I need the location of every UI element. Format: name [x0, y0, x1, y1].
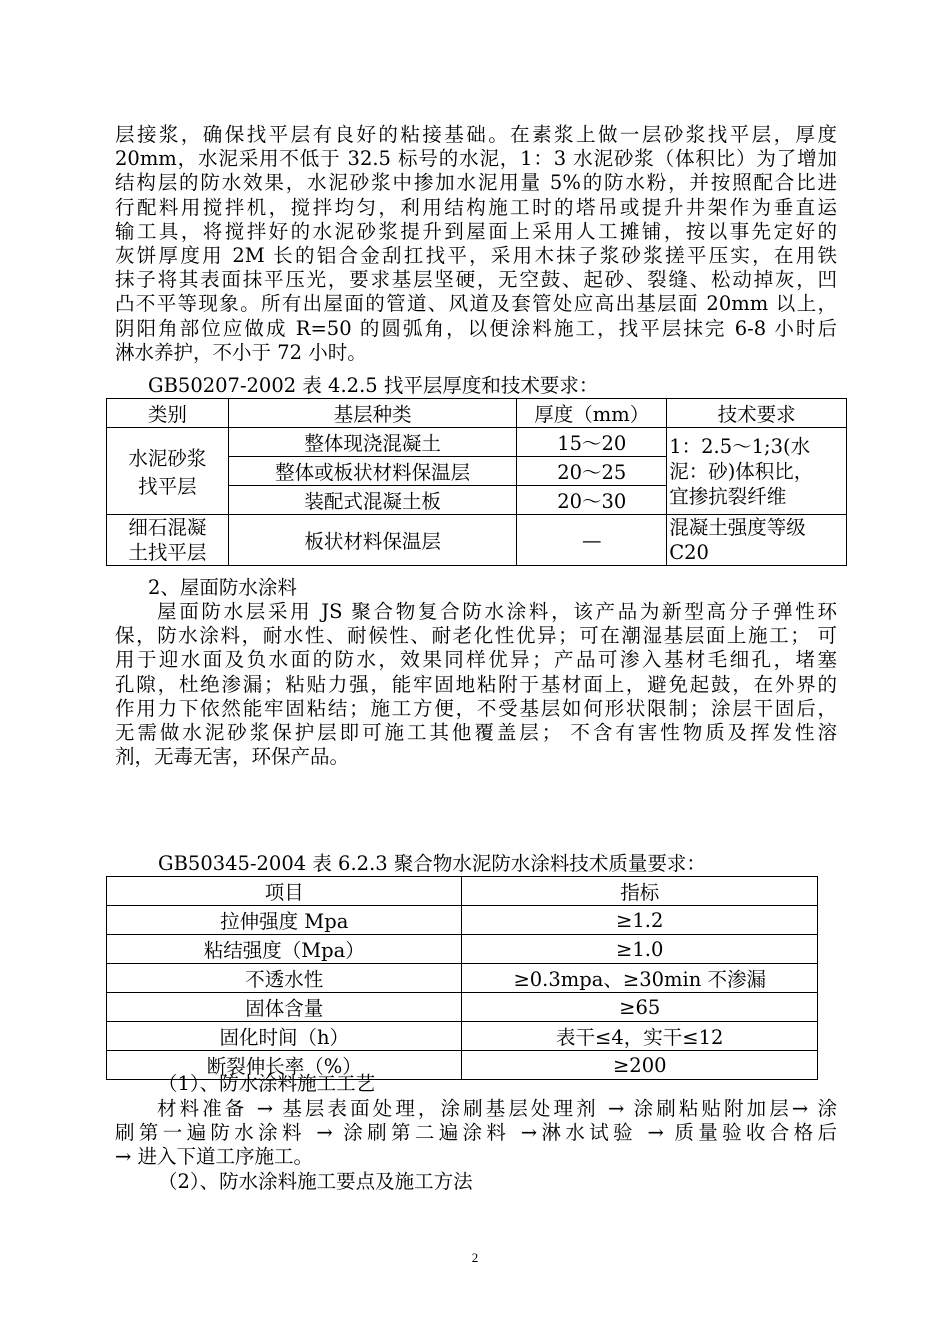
text-line: 刷第一遍防水涂料 → 涂刷第二遍涂料 →淋水试验 → 质量验收合格后 [115, 1121, 837, 1145]
value-cell: ≥1.2 [462, 906, 818, 935]
base-type-cell: 整体现浇混凝土 [228, 428, 517, 457]
value-cell: ≥200 [462, 1051, 818, 1080]
item-cell: 断裂伸长率（%） [107, 1051, 462, 1080]
text-line: 作用力下依然能牢固粘结；施工方便，不受基层如何形状限制；涂层干固后， [115, 696, 837, 720]
category-cell: 水泥砂浆 找平层 [107, 428, 229, 515]
item-cell: 不透水性 [107, 964, 462, 993]
item-cell: 固化时间（h） [107, 1022, 462, 1051]
table-header-row [107, 399, 847, 428]
value-cell: 表干≤4，实干≤12 [462, 1022, 818, 1051]
header-base-type: 基层种类 [228, 399, 517, 428]
table-row [107, 964, 818, 993]
text-line: 阴阳角部位应做成 R=50 的圆弧角，以便涂料施工，找平层抹完 6-8 小时后 [115, 316, 837, 340]
leveling-layer-table [106, 398, 847, 566]
text-line: 结构层的防水效果，水泥砂浆中掺加水泥用量 5%的防水粉，并按照配合比进 [115, 171, 837, 195]
text-line: 屋面防水层采用 JS 聚合物复合防水涂料，该产品为新型高分子弹性环 [157, 600, 837, 623]
text-line: 剂，无毒无害，环保产品。 [115, 745, 350, 769]
value-cell: ≥0.3mpa、≥30min 不渗漏 [462, 964, 818, 993]
table-row [107, 1022, 818, 1051]
table-row [107, 515, 847, 566]
base-type-cell: 板状材料保温层 [228, 515, 517, 566]
text-line: 灰饼厚度用 2M 长的铝合金刮扛找平，采用木抹子浆砂浆搓平压实，在用铁 [115, 244, 837, 268]
text-line: 输工具，将搅拌好的水泥砂浆提升到屋面上采用人工摊铺，按以事先定好的 [115, 219, 837, 243]
requirement-cell: 混凝土强度等级 C20 [667, 515, 847, 566]
header-indicator: 指标 [462, 877, 818, 906]
coating-quality-table [106, 876, 818, 1080]
section2-title: 2、屋面防水涂料 [148, 576, 297, 599]
base-type-cell: 装配式混凝土板 [228, 486, 517, 515]
text-line: 孔隙，杜绝渗漏；粘贴力强，能牢固地粘附于基材面上，避免起鼓，在外界的 [115, 672, 837, 696]
requirement-cell: 1：2.5～1;3(水 泥：砂)体积比， 宜掺抗裂纤维 [667, 428, 847, 515]
text-line: 行配料用搅拌机，搅拌均匀，利用结构施工时的塔吊或提升井架作为垂直运 [115, 195, 837, 219]
thickness-cell: — [517, 515, 667, 566]
table-row [107, 428, 847, 457]
header-requirement: 技术要求 [667, 399, 847, 428]
item-cell: 拉伸强度 Mpa [107, 906, 462, 935]
table-row [107, 906, 818, 935]
text-line: 凸不平等现象。所有出屋面的管道、风道及套管处应高出基层面 20mm 以上， [115, 292, 837, 316]
step1-title: （1）、防水涂料施工工艺 [158, 1072, 376, 1095]
value-cell: ≥1.0 [462, 935, 818, 964]
page-number: 2 [471, 1250, 479, 1265]
thickness-cell: 15～20 [517, 428, 667, 457]
text-line: 层接浆，确保找平层有良好的粘接基础。在素浆上做一层砂浆找平层，厚度 [115, 123, 837, 146]
text-line: 保，防水涂料，耐水性、耐候性、耐老化性优异；可在潮湿基层面上施工； 可 [115, 624, 837, 648]
thickness-cell: 20～30 [517, 486, 667, 515]
step2-title: （2）、防水涂料施工要点及施工方法 [158, 1170, 473, 1193]
header-item: 项目 [107, 877, 462, 906]
header-thickness: 厚度（mm） [517, 399, 667, 428]
text-line: 淋水养护，不小于 72 小时。 [115, 340, 367, 364]
item-cell: 粘结强度（Mpa） [107, 935, 462, 964]
value-cell: ≥65 [462, 993, 818, 1022]
text-line: 无需做水泥砂浆保护层即可施工其他覆盖层； 不含有害性物质及挥发性溶 [115, 721, 837, 745]
thickness-cell: 20～25 [517, 457, 667, 486]
table-row [107, 993, 818, 1022]
table2-caption: GB50345-2004 表 6.2.3 聚合物水泥防水涂料技术质量要求： [158, 852, 706, 875]
text-line: 材料准备 → 基层表面处理，涂刷基层处理剂 → 涂刷粘贴附加层→ 涂 [157, 1097, 837, 1120]
intro-paragraph [115, 123, 837, 365]
text-line: → 进入下道工序施工。 [115, 1145, 314, 1169]
text-line: 抹子将其表面抹平压光，要求基层坚硬，无空鼓、起砂、裂缝、松动掉灰，凹 [115, 268, 837, 292]
text-line: 20mm，水泥采用不低于 32.5 标号的水泥，1：3 水泥砂浆（体积比）为了增加 [115, 147, 837, 171]
table-row [107, 935, 818, 964]
section2-paragraph [115, 600, 837, 769]
table1-caption: GB50207-2002 表 4.2.5 找平层厚度和技术要求： [148, 374, 599, 397]
base-type-cell: 整体或板状材料保温层 [228, 457, 517, 486]
category-cell: 细石混凝 土找平层 [107, 515, 229, 566]
item-cell: 固体含量 [107, 993, 462, 1022]
table-header-row [107, 877, 818, 906]
step1-paragraph [115, 1097, 837, 1170]
text-line: 用于迎水面及负水面的防水，效果同样优异；产品可渗入基材毛细孔，堵塞 [115, 648, 837, 672]
header-category: 类别 [107, 399, 229, 428]
